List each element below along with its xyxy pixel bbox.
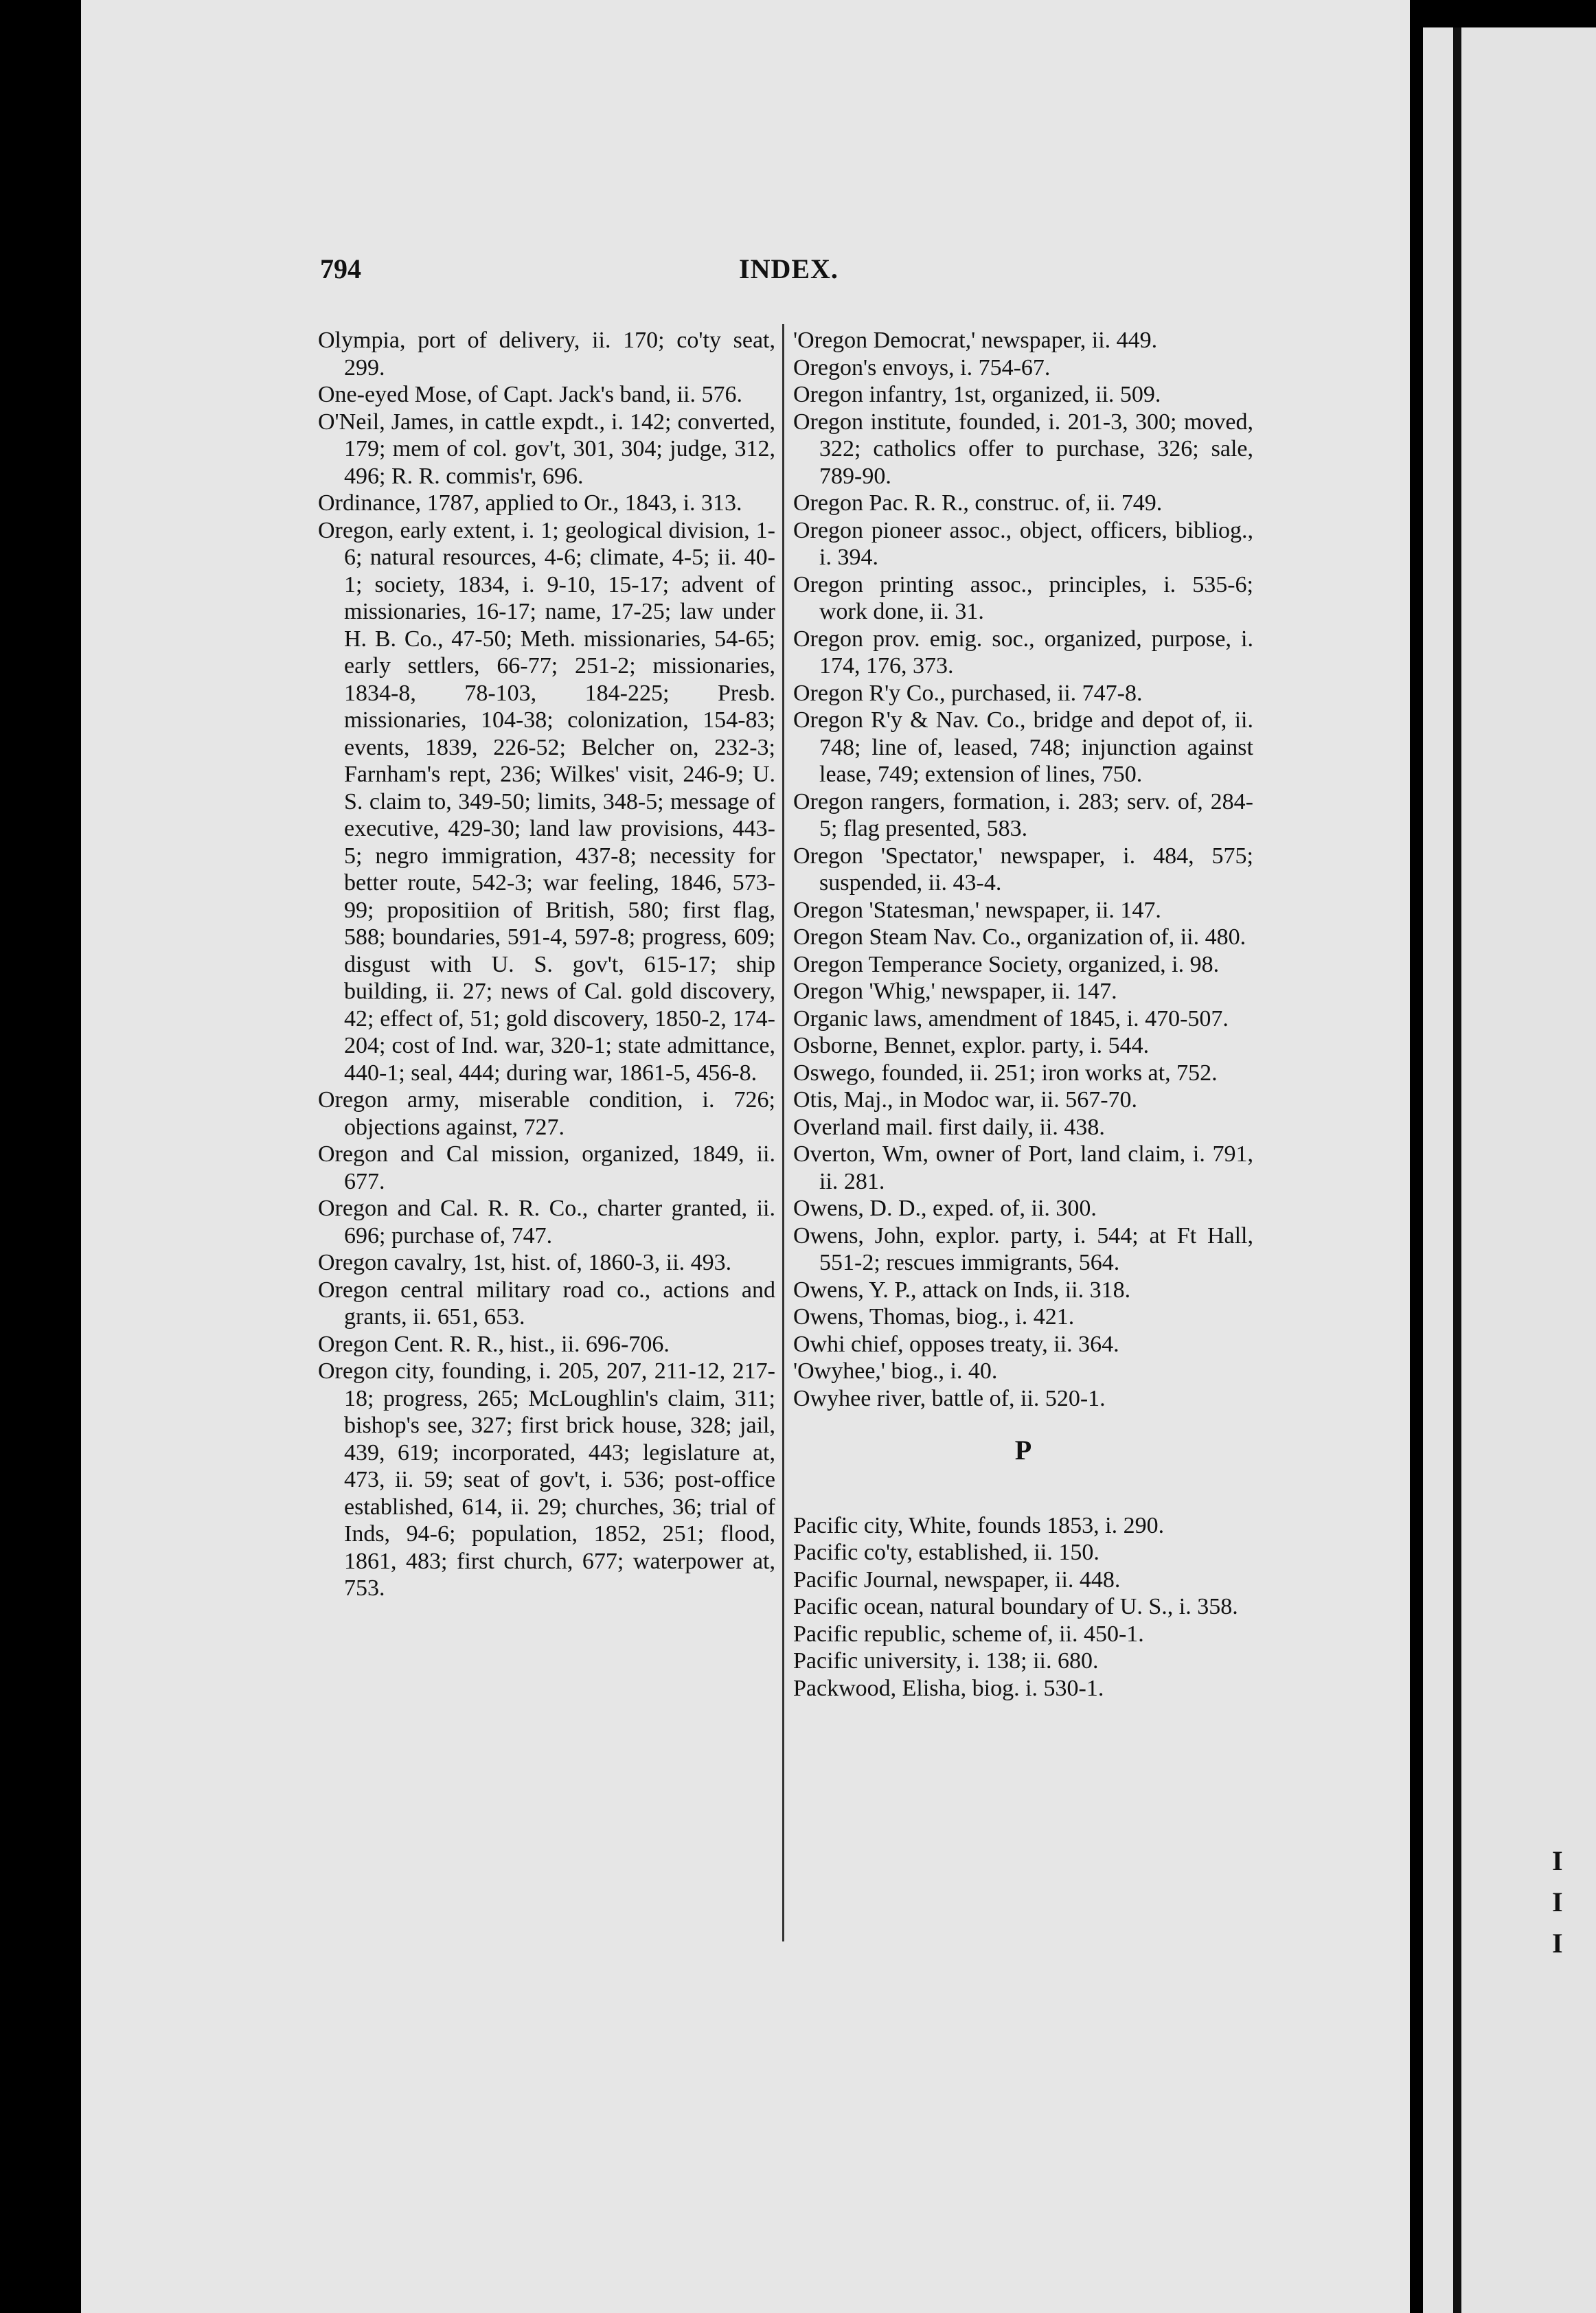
index-entry: Pacific co'ty, established, ii. 150.: [793, 1540, 1099, 1565]
index-entry: Oregon 'Spectator,' newspaper, i. 484, 575; suspended, ii. 43-4.: [793, 843, 1253, 896]
page-number: 794: [320, 253, 361, 284]
index-entry: Osborne, Bennet, explor. party, i. 544.: [793, 1033, 1150, 1058]
index-entry: Owhi chief, opposes treaty, ii. 364.: [793, 1331, 1119, 1357]
index-entry: Oregon pioneer assoc., object, officers, bibliog., i. 394.: [793, 517, 1253, 570]
neighbor-char: I: [1552, 1845, 1563, 1876]
index-entry: Oregon city, founding, i. 205, 207, 211-12, 217-18; progress, 265; McLoughlin's claim, 311; bishop's see, 327; first brick house, 328; jail, 439, 619; incorporated, 443; legislature at, 473, ii. 59; seat of gov't, i. 536; post-office established, 614, ii. 29; churches, 36; trial of Inds, 94-6; population, 1852, 251; flood, 1861, 483; first church, 677; waterpower at, 753.: [318, 1358, 775, 1601]
page-binding-edge: [1453, 27, 1461, 2313]
index-entry: Oregon rangers, formation, i. 283; serv. of, 284-5; flag presented, 583.: [793, 788, 1253, 841]
column-divider: [782, 324, 784, 1941]
neighbor-char: I: [1552, 1928, 1563, 1959]
index-entry: Packwood, Elisha, biog. i. 530-1.: [793, 1675, 1104, 1701]
left-column: [318, 327, 775, 1602]
index-entry: Oregon institute, founded, i. 201-3, 300; moved, 322; catholics offer to purchase, 326; sale, 789-90.: [793, 409, 1253, 489]
index-entry: Pacific ocean, natural boundary of U. S., i. 358.: [793, 1594, 1238, 1619]
page-title: INDEX.: [739, 253, 839, 284]
index-entry: Ordinance, 1787, applied to Or., 1843, i. 313.: [318, 490, 742, 516]
neighbor-page-fragment: [1552, 1841, 1563, 1964]
index-entry: Oregon Steam Nav. Co., organization of, ii. 480.: [793, 924, 1246, 950]
index-entry: Oswego, founded, ii. 251; iron works at, 752.: [793, 1060, 1218, 1086]
index-entry: Owyhee river, battle of, ii. 520-1.: [793, 1385, 1106, 1411]
index-entry: Owens, Y. P., attack on Inds, ii. 318.: [793, 1277, 1131, 1303]
index-entry: Otis, Maj., in Modoc war, ii. 567-70.: [793, 1087, 1138, 1113]
neighbor-page-edge: [1423, 27, 1596, 2313]
index-entry: 'Oregon Democrat,' newspaper, ii. 449.: [793, 328, 1158, 353]
index-entry: Owens, John, explor. party, i. 544; at Ft Hall, 551-2; rescues immigrants, 564.: [793, 1222, 1253, 1275]
index-entry: Oregon printing assoc., principles, i. 535-6; work done, ii. 31.: [793, 571, 1253, 624]
index-entry: Oregon infantry, 1st, organized, ii. 509.: [793, 382, 1161, 407]
index-entry: 'Owyhee,' biog., i. 40.: [793, 1358, 998, 1384]
index-entry: Oregon 'Statesman,' newspaper, ii. 147.: [793, 897, 1161, 923]
index-entry: Pacific Journal, newspaper, ii. 448.: [793, 1566, 1121, 1593]
index-entry: Oregon army, miserable condition, i. 726; objections against, 727.: [318, 1087, 775, 1140]
index-entry: Oregon Cent. R. R., hist., ii. 696-706.: [318, 1331, 670, 1357]
index-entry: Olympia, port of delivery, ii. 170; co'ty seat, 299.: [318, 328, 775, 380]
index-entry: Organic laws, amendment of 1845, i. 470-507.: [793, 1005, 1229, 1032]
index-entry: Oregon Temperance Society, organized, i. 98.: [793, 951, 1220, 977]
index-entry: One-eyed Mose, of Capt. Jack's band, ii. 576.: [318, 382, 742, 407]
index-entry: O'Neil, James, in cattle expdt., i. 142; converted, 179; mem of col. gov't, 301, 304; judge, 312, 496; R. R. commis'r, 696.: [318, 409, 775, 489]
index-entry: Pacific city, White, founds 1853, i. 290.: [793, 1512, 1165, 1538]
index-entry: Overland mail. first daily, ii. 438.: [793, 1114, 1105, 1140]
index-entry: Oregon 'Whig,' newspaper, ii. 147.: [793, 979, 1117, 1004]
index-entry: Pacific republic, scheme of, ii. 450-1.: [793, 1621, 1144, 1647]
index-entry: Oregon R'y Co., purchased, ii. 747-8.: [793, 680, 1143, 706]
index-entry: Pacific university, i. 138; ii. 680.: [793, 1648, 1099, 1674]
index-entry: Owens, D. D., exped. of, ii. 300.: [793, 1196, 1097, 1221]
index-entry: Owens, Thomas, biog., i. 421.: [793, 1304, 1075, 1330]
index-entry: Oregon cavalry, 1st, hist. of, 1860-3, ii. 493.: [318, 1250, 732, 1275]
neighbor-char: I: [1552, 1887, 1563, 1917]
right-column: [793, 327, 1253, 1702]
index-entry: Oregon and Cal mission, organized, 1849, ii. 677.: [318, 1141, 775, 1194]
index-entry: Overton, Wm, owner of Port, land claim, i. 791, ii. 281.: [793, 1141, 1253, 1194]
section-letter: P: [1014, 1435, 1032, 1466]
index-entry: Oregon's envoys, i. 754-67.: [793, 354, 1051, 380]
index-entry: Oregon prov. emig. soc., organized, purpose, i. 174, 176, 373.: [793, 626, 1253, 679]
index-entry: Oregon Pac. R. R., construc. of, ii. 749.: [793, 490, 1163, 516]
index-entry: Oregon R'y & Nav. Co., bridge and depot of, ii. 748; line of, leased, 748; injunction against lease, 749; extension of lines, 750.: [793, 707, 1253, 787]
index-entry: Oregon and Cal. R. R. Co., charter granted, ii. 696; purchase of, 747.: [318, 1196, 775, 1249]
page-header: [320, 253, 1261, 294]
index-entry: Oregon central military road co., actions and grants, ii. 651, 653.: [318, 1277, 775, 1330]
index-entry: Oregon, early extent, i. 1; geological division, 1-6; natural resources, 4-6; climate, 4-5; ii. 40-1; society, 1834, i. 9-10, 15-17; advent of missionaries, 16-17; name, 17-25; law under H. B. Co., 47-50; Meth. missionaries, 54-65; early settlers, 66-77; 251-2; missionaries, 1834-8, 78-103, 184-225; Presb. missionaries, 104-38; colonization, 154-83; events, 1839, 226-52; Belcher on, 232-3; Farnham's rept, 236; Wilkes' visit, 246-9; U. S. claim to, 349-50; limits, 348-5; message of executive, 429-30; land law provisions, 443-5; negro immigration, 437-8; necessity for better route, 542-3; war feeling, 1846, 573-99; propositiion of British, 580; first flag, 588; boundaries, 591-4, 597-8; progress, 609; disgust with U. S. gov't, 615-17; ship building, ii. 27; news of Cal. gold discovery, 42; effect of, 51; gold discovery, 1850-2, 174-204; cost of Ind. war, 320-1; state admittance, 440-1; seal, 444; during war, 1861-5, 456-8.: [318, 517, 775, 1086]
